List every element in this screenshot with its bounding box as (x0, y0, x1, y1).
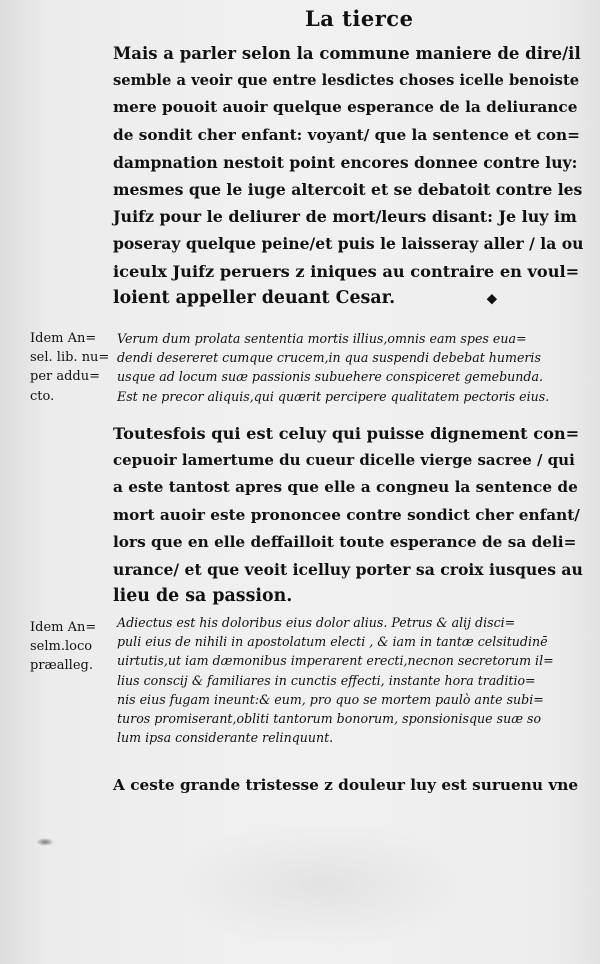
running-head: La tierce (305, 6, 414, 31)
text-line: cepuoir lamertume du cueur dicelle vierge sacree / qui (113, 451, 575, 470)
text-line: dampnation nestoit point encores donnee contre luy: (113, 152, 578, 172)
text-line: mesmes que le iuge altercoit et se debatoit contre les (113, 180, 583, 200)
latin-quote-1 (117, 329, 585, 406)
latin-quote-2 (117, 613, 585, 747)
text-line: Est ne precor aliquis,qui quærit percipere qualitatem pectoris eius. (117, 388, 550, 404)
text-line: Mais a parler selon la commune maniere de dire/il (113, 44, 581, 63)
margin-note-2 (30, 618, 114, 676)
text-line: iceulx Juifz peruers z iniques au contraire en voul= (113, 261, 580, 281)
text-line: lieu de sa passion. (113, 586, 293, 607)
french-paragraph-1 (113, 40, 583, 312)
text-line: mort auoir este prononcee contre sondict cher enfant/ (113, 505, 580, 524)
text-line: mere pouoit auoir quelque esperance de la deliurance (113, 98, 578, 117)
text-line: semble a veoir que entre lesdictes choses icelle benoiste (113, 72, 580, 90)
paragraph-mark-icon: ⬥ (487, 291, 497, 307)
text-line: A ceste grande tristesse z douleur luy est suruenu vne (113, 776, 579, 794)
note-line: per addu= (30, 369, 101, 385)
french-paragraph-2 (113, 420, 583, 610)
text-line: lius conscij & familiares in cunctis effecti, instante hora traditio= (117, 672, 536, 688)
text-line: lors que en elle deffailloit toute esperance de sa deli= (113, 532, 577, 551)
note-line: Idem An= (30, 331, 97, 346)
note-line: præalleg. (30, 658, 93, 674)
text-line: de sondit cher enfant: voyant/ que la sentence et con= (113, 125, 580, 144)
note-line: cto. (30, 388, 55, 404)
text-line: Verum dum prolata sententia mortis illius,omnis eam spes eua= (117, 331, 527, 346)
text-line: urance/ et que veoit icelluy porter sa croix iusques au (113, 560, 583, 580)
text-line: dendi desereret cumque crucem,in qua suspendi debebat humeris (117, 350, 541, 366)
text-line: loient appeller deuant Cesar. (113, 287, 396, 308)
text-line: Toutesfois qui est celuy qui puisse dignement con= (113, 424, 580, 443)
text-line: Juifz pour le deliurer de mort/leurs disant: Je luy im (113, 207, 577, 227)
note-line: selm.loco (30, 639, 93, 655)
text-line: nis eius fugam ineunt:& eum, pro quo se mortem paulò ante subi= (117, 691, 544, 707)
note-line: Idem An= (30, 620, 97, 635)
ink-smudge (36, 838, 54, 846)
margin-note-1 (30, 329, 114, 406)
text-line: usque ad locum suæ passionis subuehere conspiceret gemebunda. (117, 369, 543, 385)
note-line: sel. lib. nu= (30, 350, 110, 366)
text-line: turos promiserant,obliti tantorum bonorum, sponsionisque suæ so (117, 711, 542, 727)
text-line: poseray quelque peine/et puis le laisseray aller / la ou (113, 234, 584, 254)
text-line: a este tantost apres que elle a congneu la sentence de (113, 478, 578, 497)
text-line: lum ipsa considerante relinquunt. (117, 730, 334, 746)
text-line: Adiectus est his doloribus eius dolor alius. Petrus & alij disci= (117, 615, 516, 630)
paper-stain (170, 820, 470, 950)
french-paragraph-3 (113, 772, 583, 799)
text-line: uirtutis,ut iam dæmonibus imperarent erecti,necnon secretorum il= (117, 653, 554, 669)
text-line: puli eius de nihili in apostolatum electi , & iam in tantæ celsitudinē (117, 634, 548, 650)
